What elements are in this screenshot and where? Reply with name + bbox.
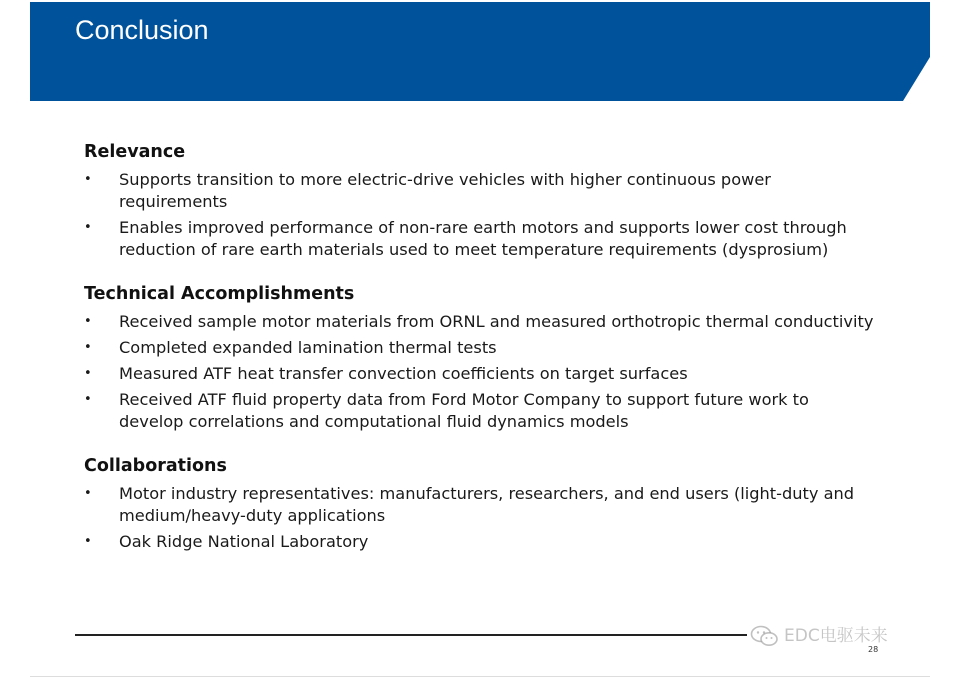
wechat-icon — [750, 624, 780, 648]
bullet-icon: • — [84, 486, 92, 501]
section-relevance — [84, 141, 874, 261]
list-item-text: Measured ATF heat transfer convection coefficients on target surfaces — [119, 364, 688, 383]
list-item-text: Received sample motor materials from ORNL and measured orthotropic thermal conductivity — [119, 312, 874, 331]
bullet-icon: • — [84, 392, 92, 407]
section-heading: Relevance — [84, 142, 186, 162]
bullet-icon: • — [84, 314, 92, 329]
list-item — [84, 217, 874, 261]
list-item — [84, 531, 874, 553]
footer-divider — [75, 634, 747, 636]
list-item — [84, 483, 874, 527]
list-item-text: Received ATF fluid property data from Ford Motor Company to support future work to develop correlations and computational fluid dynamics models — [119, 390, 809, 431]
bullet-icon: • — [84, 220, 92, 235]
slide-title: Conclusion — [75, 15, 209, 45]
bullet-list — [84, 169, 874, 261]
section-heading: Collaborations — [84, 456, 227, 476]
list-item-text: Motor industry representatives: manufacturers, researchers, and end users (light-duty and medium/heavy-duty applications — [119, 484, 855, 525]
bullet-list — [84, 483, 874, 553]
bullet-icon: • — [84, 366, 92, 381]
page-number: 28 — [868, 645, 879, 654]
bullet-list — [84, 311, 874, 433]
list-item — [84, 389, 874, 433]
list-item — [84, 337, 874, 359]
list-item — [84, 169, 874, 213]
list-item — [84, 363, 874, 385]
bullet-icon: • — [84, 534, 92, 549]
list-item-text: Supports transition to more electric-drive vehicles with higher continuous power requirements — [119, 170, 771, 211]
bullet-icon: • — [84, 172, 92, 187]
content-area — [84, 141, 874, 575]
list-item-text: Oak Ridge National Laboratory — [119, 532, 369, 551]
list-item — [84, 311, 874, 333]
list-item-text: Completed expanded lamination thermal tests — [119, 338, 497, 357]
section-heading: Technical Accomplishments — [84, 284, 355, 304]
watermark-text: EDC电驱未来 — [784, 626, 888, 646]
section-collaborations — [84, 455, 874, 553]
list-item-text: Enables improved performance of non-rare earth motors and supports lower cost through reduction of rare earth materials used to meet temperature requirements (dysprosium) — [119, 218, 847, 259]
bullet-icon: • — [84, 340, 92, 355]
page-bottom-border — [30, 676, 930, 677]
section-technical-accomplishments — [84, 283, 874, 433]
